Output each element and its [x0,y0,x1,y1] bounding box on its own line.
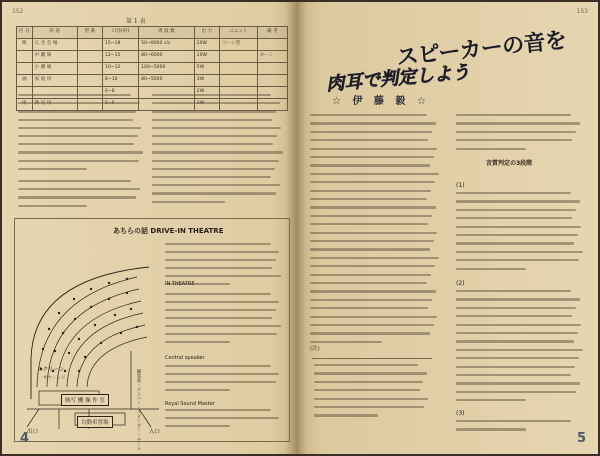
figure-inline-text: Royal Sound Master [165,401,215,407]
table-cell [219,75,257,87]
text-line [456,268,526,270]
text-line [456,399,526,401]
table-title: 第 1 表 [126,18,146,25]
text-line [152,201,225,203]
table-cell [257,87,287,99]
text-line [456,349,583,351]
notes-label: (註) [310,346,320,352]
table-cell [77,63,102,75]
table-row [17,75,288,87]
text-line [18,168,87,170]
text-line [456,131,576,133]
right-top-page-number: 153 [576,8,588,15]
text-line [310,114,427,116]
text-line [310,181,435,183]
table-cell [194,99,219,111]
table-cell [77,87,102,99]
text-line [18,196,136,198]
text-line [165,333,277,335]
table-cell: 3W [194,75,219,87]
text-line [310,265,435,267]
entrance-label: 入口 [149,429,161,435]
text-line [165,381,276,383]
text-line [310,173,439,175]
text-line [18,135,138,137]
table-cell [77,99,102,111]
magazine-spread [2,2,598,454]
gutter-shadow [296,2,306,454]
table-cell [139,99,195,111]
table-cell: 10~12 [102,63,138,75]
text-line [165,317,272,319]
text-line [456,192,571,194]
table-header: 周 波 数 [139,27,195,39]
text-line [456,332,578,334]
speaker-table [16,26,288,111]
text-line [18,94,131,96]
table-group-cell [17,99,33,111]
table-cell: 10W [194,51,219,63]
text-line [152,151,283,153]
table-cell: 中 劇 場 [32,51,77,63]
text-line [310,164,430,166]
drive-in-figure [14,218,290,450]
text-line [310,139,428,141]
text-line [165,389,230,391]
text-line [310,324,434,326]
text-line [310,316,437,318]
text-line [310,156,434,158]
text-line [310,341,382,343]
text-line [310,122,436,124]
text-line [310,198,427,200]
text-line [310,223,428,225]
table-cell: 8~10 [102,75,138,87]
text-line [18,119,133,121]
table-header: ユニット [219,27,257,39]
text-line [152,135,277,137]
text-line [310,290,436,292]
table-header: 備 考 [257,27,287,39]
text-line [456,139,572,141]
table-group-cell [17,63,33,75]
text-line [456,200,580,202]
text-line [18,110,136,112]
text-line [165,325,281,327]
article-title: スピーカーの音を [395,28,568,71]
text-line [456,374,571,376]
text-line [456,259,579,261]
text-line [456,307,576,309]
figure-inline-text: Central speaker [165,355,205,361]
table-header: 型 番 [77,27,102,39]
table-group-cell: 映 [17,39,33,51]
text-line [152,127,281,129]
right-page-number: 5 [576,431,586,446]
text-line [152,176,271,178]
text-line [18,143,134,145]
text-line [456,315,572,317]
text-line [310,190,431,192]
table-cell: 80~5000 [139,75,195,87]
text-line [152,119,272,121]
screen-label: スクリーン [37,367,65,373]
text-line [152,160,279,162]
notes-box [312,358,432,427]
text-line [456,357,579,359]
table-header-row [17,27,288,39]
drive-in-diagram [19,259,169,434]
text-line [165,373,279,375]
text-line [18,160,139,162]
table-cell [77,75,102,87]
table-cell [257,75,287,87]
text-line [310,131,432,133]
table-cell: 6~8 [102,87,138,99]
table-row [17,63,288,75]
table-cell [219,99,257,111]
table-cell: 20W [194,39,219,51]
figure-inline-text: IN THEATRE [165,281,195,287]
exit-label: 出口 [27,429,39,435]
text-line [18,188,140,190]
text-line [18,180,131,182]
text-line [456,391,576,393]
table-group-cell [17,51,33,63]
sub-point-3: (3) [456,410,465,417]
text-line [310,274,431,276]
table-cell: 広 音 会 場 [32,39,77,51]
table-row [17,51,288,63]
left-page [2,2,296,454]
text-line [456,122,580,124]
text-line [456,226,581,228]
table-cell: 小 劇 場 [32,63,77,75]
text-line [165,365,271,367]
text-line [152,94,271,96]
text-line [310,206,436,208]
text-line [152,110,276,112]
table-cell: 100~5000 [139,63,195,75]
table-cell [257,39,287,51]
table-cell: ホーン [257,51,287,63]
text-line [456,420,571,422]
table-cell [32,99,77,111]
table-cell [219,87,257,99]
table-cell [257,63,287,75]
table-row [17,99,288,111]
table-row [17,87,288,99]
figure-caption: あちらの話 DRIVE-IN THEATRE [113,227,224,235]
text-line [310,248,430,250]
parking-label: 自動車置場 [77,416,113,428]
left-page-number: 4 [20,431,30,446]
table-cell: 2W [194,87,219,99]
text-line [456,324,581,326]
table-row [17,39,288,51]
text-line [165,293,271,295]
text-line [310,215,432,217]
text-line [456,366,575,368]
text-line [310,232,437,234]
text-line [456,209,576,211]
article-subtitle: 肉耳で判定しよう [325,61,471,96]
text-line [456,382,580,384]
text-line [310,307,428,309]
text-line [310,240,434,242]
table-cell [257,99,287,111]
table-cell: 家 庭 用 [32,75,77,87]
sound-box-label: サウ・ンド [43,376,66,381]
text-line [310,282,427,284]
sub-point-2: (2) [456,280,465,287]
text-line [165,259,276,261]
table-cell: 5W [194,63,219,75]
table-cell [102,99,138,111]
table-group-cell [17,87,33,99]
text-line [152,184,280,186]
text-line [456,217,572,219]
section-heading: 音質判定の3段階 [486,160,533,167]
text-line [456,251,583,253]
table-header: 出 力 [194,27,219,39]
table-cell: 80~6000 [139,51,195,63]
text-line [310,299,432,301]
table-cell [77,39,102,51]
table-cell [139,87,195,99]
projection-room-label: 映写 機 操 作 室 [61,394,109,406]
table-cell [219,51,257,63]
text-line [165,341,230,343]
text-line [165,309,276,311]
table-cell: コーン型 [219,39,257,51]
text-line [456,428,526,430]
text-line [456,290,571,292]
left-top-page-number: 152 [12,8,24,15]
text-line [456,298,580,300]
article-author: ☆ 伊 藤 毅 ☆ [332,96,430,107]
text-line [165,301,279,303]
text-line [456,340,574,342]
sub-point-1: (1) [456,182,465,189]
text-line [18,127,141,129]
table-cell: 50~8000 c/s [139,39,195,51]
table-header: 区 分 [17,27,33,39]
text-line [310,332,430,334]
table-cell [77,51,102,63]
text-line [165,425,230,427]
text-line [456,114,571,116]
right-page [296,2,598,454]
text-line [18,205,87,207]
table-group-cell: 画 [17,75,33,87]
text-line [310,257,439,259]
text-line [456,242,574,244]
text-line [165,243,271,245]
text-line [165,409,271,411]
text-line [165,275,281,277]
vertical-diagram-label: 観客席・ナンバー・スピーカー・ルーム [136,369,141,450]
table-header: 用 途 [32,27,77,39]
table-cell: 12~15 [102,51,138,63]
text-line [456,234,578,236]
table-cell [219,63,257,75]
table-cell: 15~18 [102,39,138,51]
text-line [165,251,279,253]
text-line [18,151,143,153]
text-line [456,148,526,150]
text-line [152,192,276,194]
text-line [152,143,273,145]
text-line [165,267,272,269]
table-cell [32,87,77,99]
table-header: 口径(吋) [102,27,138,39]
text-line [310,148,437,150]
text-line [165,417,279,419]
text-line [152,168,275,170]
